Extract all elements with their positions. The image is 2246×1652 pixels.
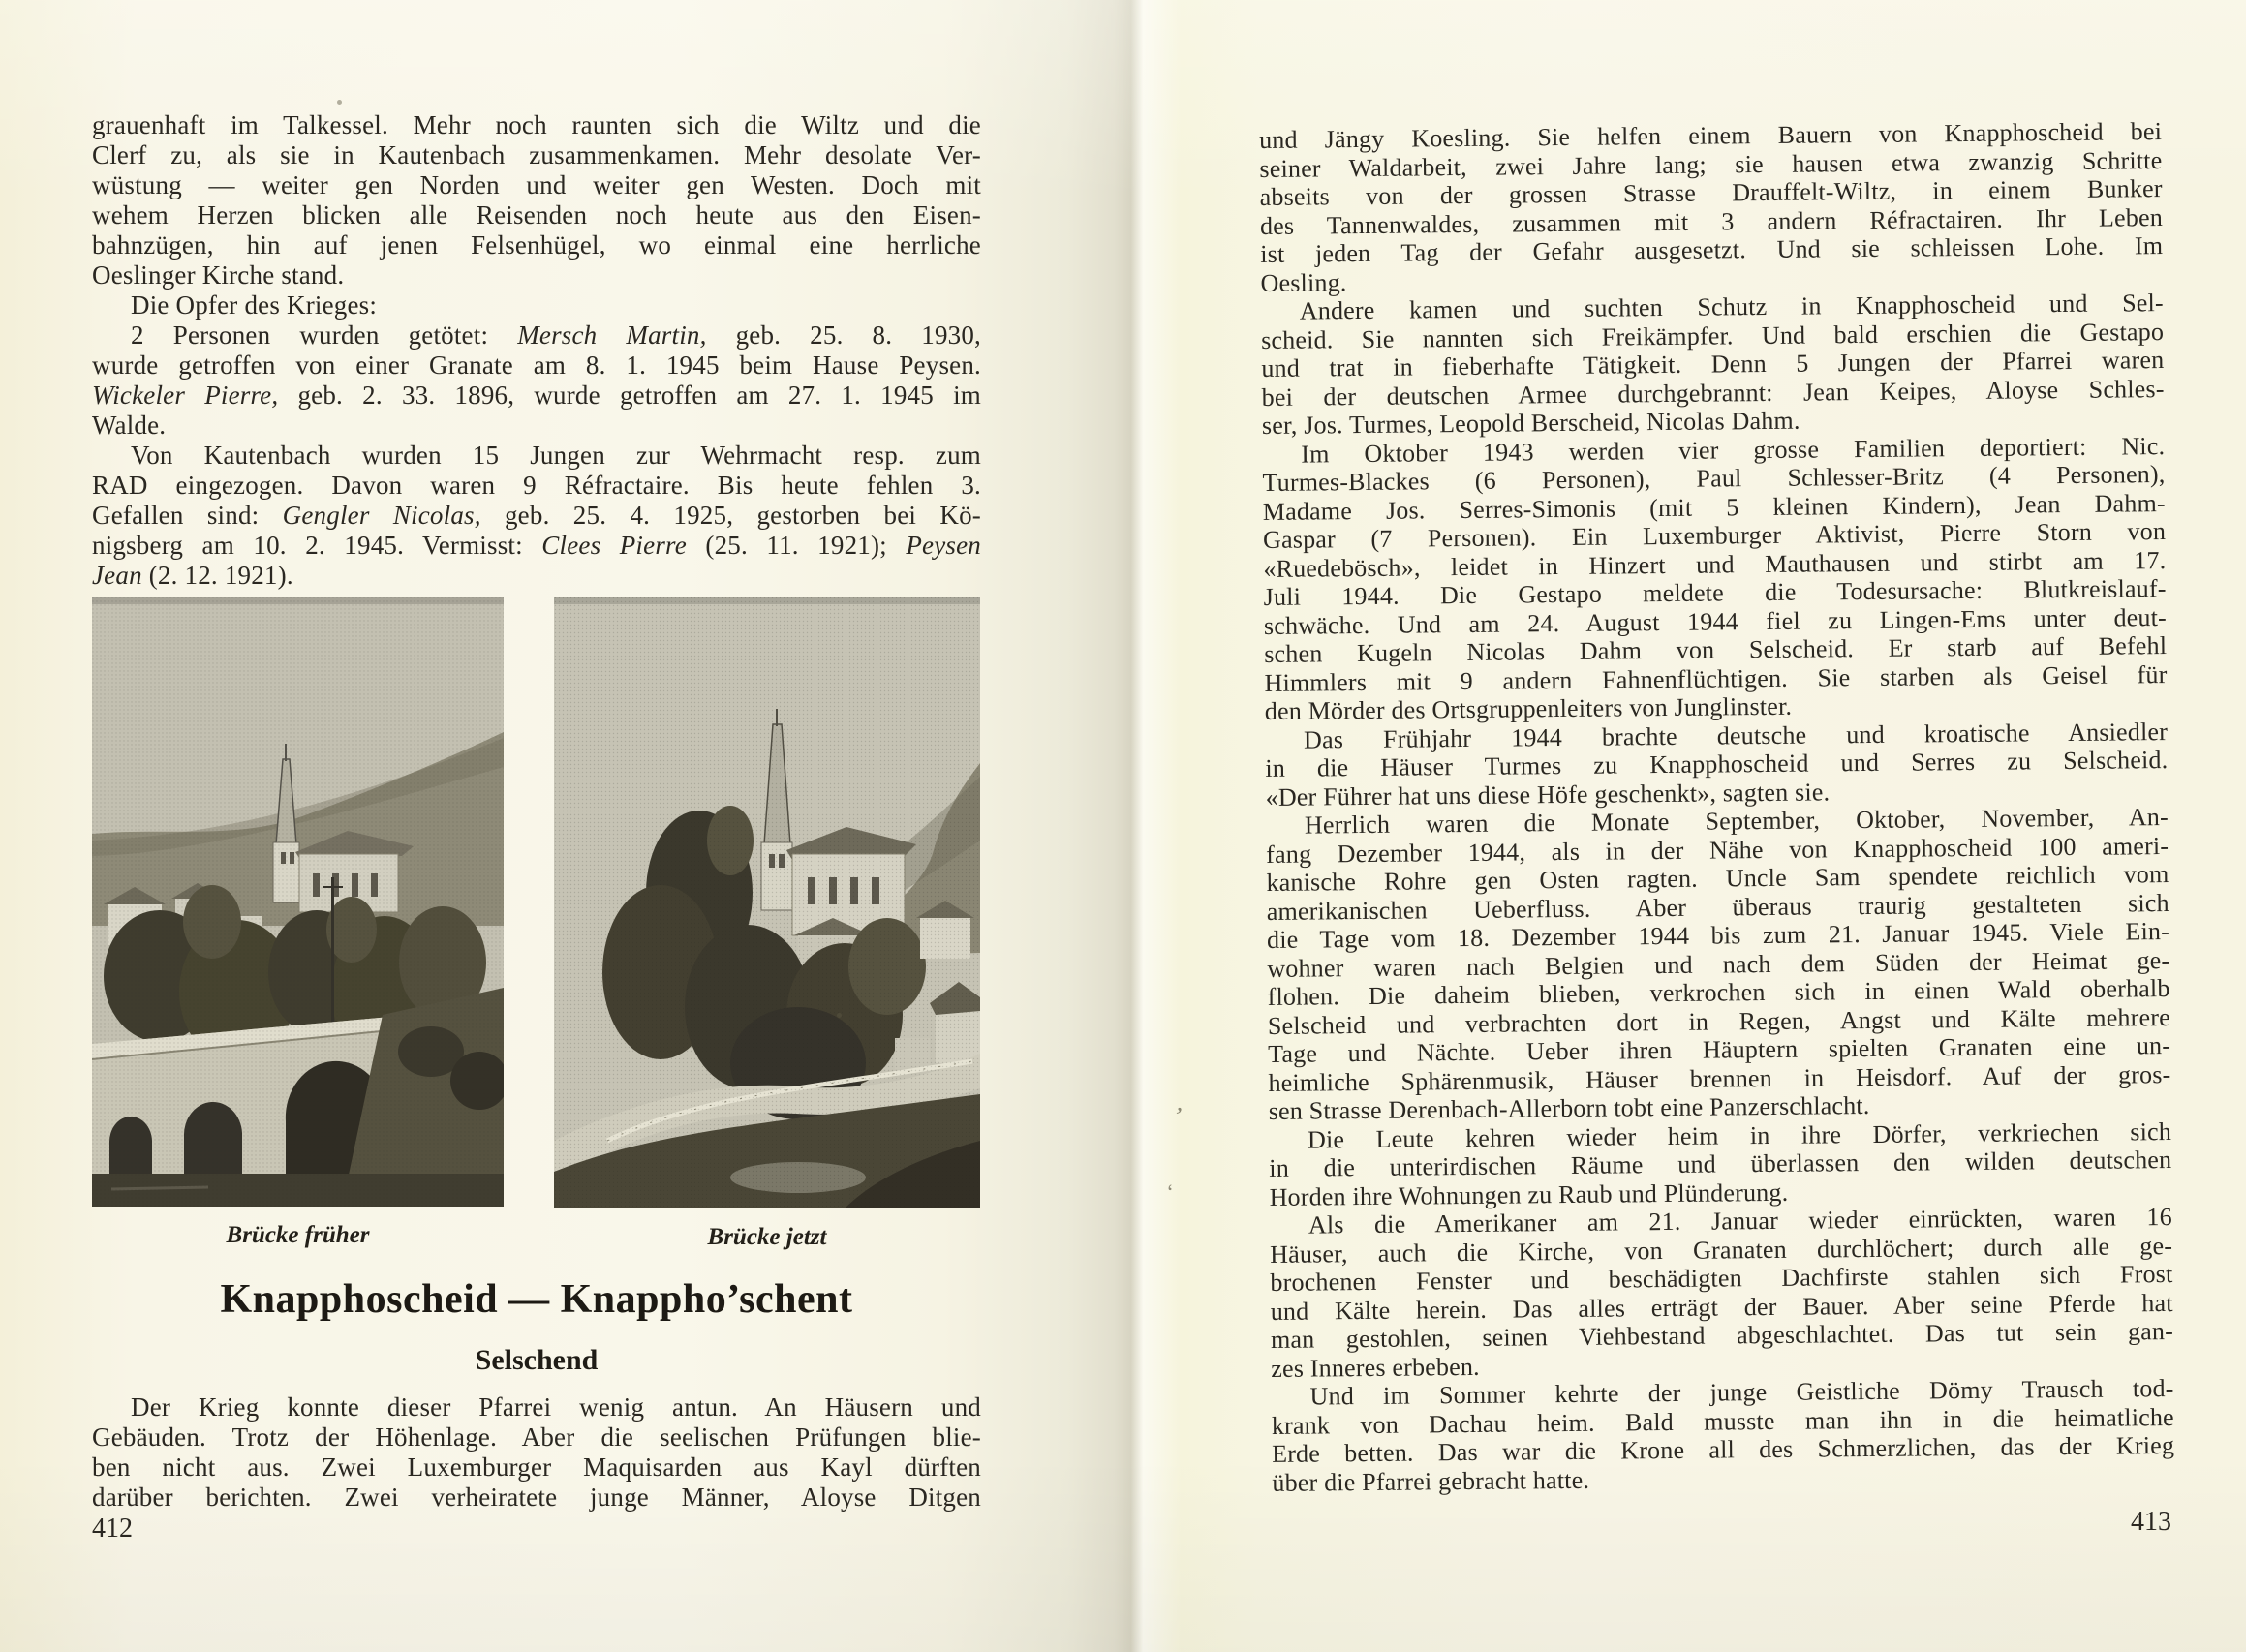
text-line: Gefallen sind: Gengler Nicolas, geb. 25. 4. 1925, gestorben bei Kö-	[92, 501, 981, 530]
text-line: Die Leute kehren wieder heim in ihre Dörfer, verkriechen sich	[1307, 1117, 2172, 1154]
text-line: «Ruedebösch», leidet in Hinzert und Mauthausen und stirbt am 17.	[1263, 545, 2167, 583]
text-line: brochenen Fenster und beschädigten Dachfirste stahlen sich Frost	[1270, 1259, 2173, 1297]
text-line: Wickeler Pierre, geb. 2. 33. 1896, wurde getroffen am 27. 1. 1945 im	[92, 381, 981, 410]
text-line: Oeslinger Kirche stand.	[92, 260, 345, 290]
text-line: und Jängy Koesling. Sie helfen einem Bauern von Knapphoscheid bei	[1259, 117, 2163, 154]
text-line: Das Frühjahr 1944 brachte deutsche und kroatische Ansiedler	[1303, 717, 2169, 754]
text-line: krank von Dachau heim. Bald musste man ihn in die heimatliche	[1271, 1402, 2174, 1440]
text-line: man gestohlen, seinen Viehbestand abgeschlachtet. Das tut sein gan-	[1270, 1316, 2174, 1354]
text-line: Häuser, auch die Kirche, von Granaten durchlöchert; durch alle ge-	[1270, 1231, 2173, 1269]
text-line: Turmes-Blackes (6 Personen), Paul Schlesser-Britz (4 Personen),	[1262, 460, 2166, 497]
text-line: Tage und Nächte. Ueber ihren Häuptern spielten Granaten eine un-	[1268, 1031, 2171, 1068]
text-line: über die Pfarrei gebracht hatte.	[1272, 1465, 1590, 1497]
photo-bruecke-jetzt-illustration	[554, 597, 980, 1208]
photo-bruecke-jetzt	[554, 597, 980, 1208]
text-line: RAD eingezogen. Davon waren 9 Réfractaire. Bis heute fehlen 3.	[92, 471, 981, 500]
right-page-paragraphs	[1259, 117, 2175, 1497]
text-line: seiner Waldarbeit, zwei Jahre lang; sie hausen etwa zwanzig Schritte	[1259, 145, 2163, 183]
scan-margin-mark: ’	[1171, 1101, 1185, 1131]
text-line: amerikanischen Ueberfluss. Aber überaus traurig gestalteten sich	[1266, 888, 2169, 926]
text-line: darüber berichten. Zwei verheiratete junge Männer, Aloyse Ditgen	[92, 1483, 981, 1512]
text-line: in die Häuser Turmes zu Knapphoscheid und Serres zu Selscheid.	[1265, 746, 2169, 782]
text-line: Als die Amerikaner am 21. Januar wieder einrückten, waren 16	[1308, 1203, 2172, 1239]
text-line: zes Inneres erbeben.	[1271, 1352, 1480, 1383]
photo-caption-bruecke-frueher: Brücke früher	[226, 1222, 370, 1248]
text-line: bahnzügen, hin auf jenen Felsenhügel, wo einmal eine herrliche	[92, 230, 981, 260]
text-line: in die unterirdischen Räume und überlassen den wilden deutschen	[1269, 1146, 2172, 1182]
page-number-left: 412	[92, 1514, 133, 1544]
text-line: Der Krieg konnte dieser Pfarrei wenig antun. An Häusern und	[131, 1392, 981, 1422]
text-line: Selscheid und verbrachten dort in Regen, Angst und Kälte mehrere	[1267, 1002, 2171, 1040]
text-line: Im Oktober 1943 werden vier grosse Familien deportiert: Nic.	[1301, 431, 2166, 469]
text-line: 2 Personen wurden getötet: Mersch Martin, geb. 25. 8. 1930,	[131, 321, 981, 350]
section-heading: Knapphoscheid — Knappho’schent	[220, 1277, 853, 1322]
text-line: den Mörder des Ortsgruppenleiters von Junglinster.	[1264, 691, 1793, 725]
text-line: sen Strasse Derenbach-Allerborn tobt eine Panzerschlacht.	[1268, 1090, 1870, 1125]
text-line: nigsberg am 10. 2. 1945. Vermisst: Clees Pierre (25. 11. 1921); Peysen	[92, 531, 981, 560]
text-line: wohner waren nach Belgien und nach dem Süden der Heimat ge-	[1267, 945, 2170, 983]
text-line: schen Kugeln Nicolas Dahm von Selscheid. Er starb auf Befehl	[1264, 631, 2168, 668]
text-line: und Kälte herein. Das alles erträgt der Bauer. Aber seine Pferde hat	[1270, 1288, 2173, 1326]
text-line: Gebäuden. Trotz der Höhenlage. Aber die seelischen Prüfungen blie-	[92, 1423, 981, 1452]
text-line: «Der Führer hat uns diese Höfe geschenkt», sagten sie.	[1265, 777, 1831, 811]
text-line: ist jeden Tag der Gefahr ausgesetzt. Und sie schleissen Lohe. Im	[1260, 231, 2164, 268]
text-line: Und im Sommer kehrte der junge Geistliche Dömy Trausch tod-	[1309, 1373, 2174, 1411]
text-line: ben nicht aus. Zwei Luxemburger Maquisarden aus Kayl dürften	[92, 1453, 981, 1482]
text-line: Oesling.	[1260, 267, 1347, 297]
text-line: Juli 1944. Die Gestapo meldete die Todesursache: Blutkreislauf-	[1263, 574, 2167, 611]
text-line: grauenhaft im Talkessel. Mehr noch raunten sich die Wiltz und die	[92, 110, 981, 139]
text-line: bei der deutschen Armee durchgebrannt: Jean Keipes, Aloyse Schles-	[1261, 374, 2165, 412]
text-line: schwäche. Und am 24. August 1944 fiel zu Lingen-Ems unter deut-	[1263, 602, 2168, 640]
text-line: fang Dezember 1944, als in der Nähe von Knapphoscheid 100 ameri-	[1266, 831, 2169, 869]
text-line: Jean (2. 12. 1921).	[92, 561, 293, 590]
scan-dust-speck	[837, 1013, 842, 1018]
text-line: Clerf zu, als sie in Kautenbach zusammenkamen. Mehr desolate Ver-	[92, 140, 981, 169]
text-line: scheid. Sie nannten sich Freikämpfer. Und bald erschien die Gestapo	[1260, 317, 2165, 354]
page-number-right: 413	[2131, 1507, 2171, 1537]
left-page-bottom-paragraph	[92, 1392, 981, 1513]
text-line: flohen. Die daheim blieben, verkrochen sich in einen Wald oberhalb	[1267, 974, 2170, 1011]
text-line: kanische Rohre gen Osten ragten. Uncle Sam spendete reichlich vom	[1266, 860, 2169, 897]
text-line: Herrlich waren die Monate September, Oktober, November, An-	[1304, 803, 2169, 840]
text-line: wurde getroffen von einer Granate am 8. 1. 1945 beim Hause Peysen.	[92, 351, 981, 380]
text-line: Himmlers mit 9 andern Fahnenflüchtigen. Sie starben als Geisel für	[1264, 659, 2168, 697]
text-line: Gaspar (7 Personen). Ein Luxemburger Aktivist, Pierre Storn von	[1262, 517, 2167, 554]
text-line: wehem Herzen blicken alle Reisenden noch heute aus den Eisen-	[92, 200, 981, 229]
text-line: des Tannenwaldes, zusammen mit 3 andern Réfractairen. Ihr Leben	[1259, 202, 2164, 240]
text-line: Erde betten. Das war die Krone all des Schmerzlichen, das der Krieg	[1272, 1430, 2175, 1468]
text-line: Von Kautenbach wurden 15 Jungen zur Wehrmacht resp. zum	[131, 441, 981, 470]
scan-margin-mark: ‘	[1165, 1178, 1176, 1205]
section-subheading: Selschend	[475, 1344, 599, 1376]
text-line: wüstung — weiter gen Norden und weiter gen Westen. Doch mit	[92, 170, 981, 199]
scan-dust-speck	[337, 100, 342, 105]
left-page-top-paragraphs	[92, 110, 981, 591]
text-line: heimliche Sphärenmusik, Häuser brennen in Heisdorf. Auf der gros-	[1268, 1059, 2171, 1097]
photo-caption-bruecke-jetzt: Brücke jetzt	[707, 1224, 827, 1250]
photo-bruecke-frueher-illustration	[92, 597, 504, 1207]
text-line: Andere kamen und suchten Schutz in Knapphoscheid und Sel-	[1299, 289, 2164, 325]
text-line: Horden ihre Wohnungen zu Raub und Plünderung.	[1269, 1178, 1789, 1211]
text-line: ser, Jos. Turmes, Leopold Berscheid, Nicolas Dahm.	[1261, 406, 1800, 440]
text-line: die Tage vom 18. Dezember 1944 bis zum 21. Januar 1945. Viele Ein-	[1266, 917, 2170, 954]
text-line: Die Opfer des Krieges:	[131, 291, 378, 320]
text-line: abseits von der grossen Strasse Drauffelt-Wiltz, in einem Bunker	[1259, 174, 2163, 211]
text-line: Walde.	[92, 411, 167, 440]
text-line: Madame Jos. Serres-Simonis (mit 5 kleinen Kindern), Jean Dahm-	[1262, 488, 2166, 526]
text-line: und trat in fieberhafte Tätigkeit. Denn 5 Jungen der Pfarrei waren	[1261, 346, 2165, 382]
photo-bruecke-frueher	[92, 597, 504, 1207]
